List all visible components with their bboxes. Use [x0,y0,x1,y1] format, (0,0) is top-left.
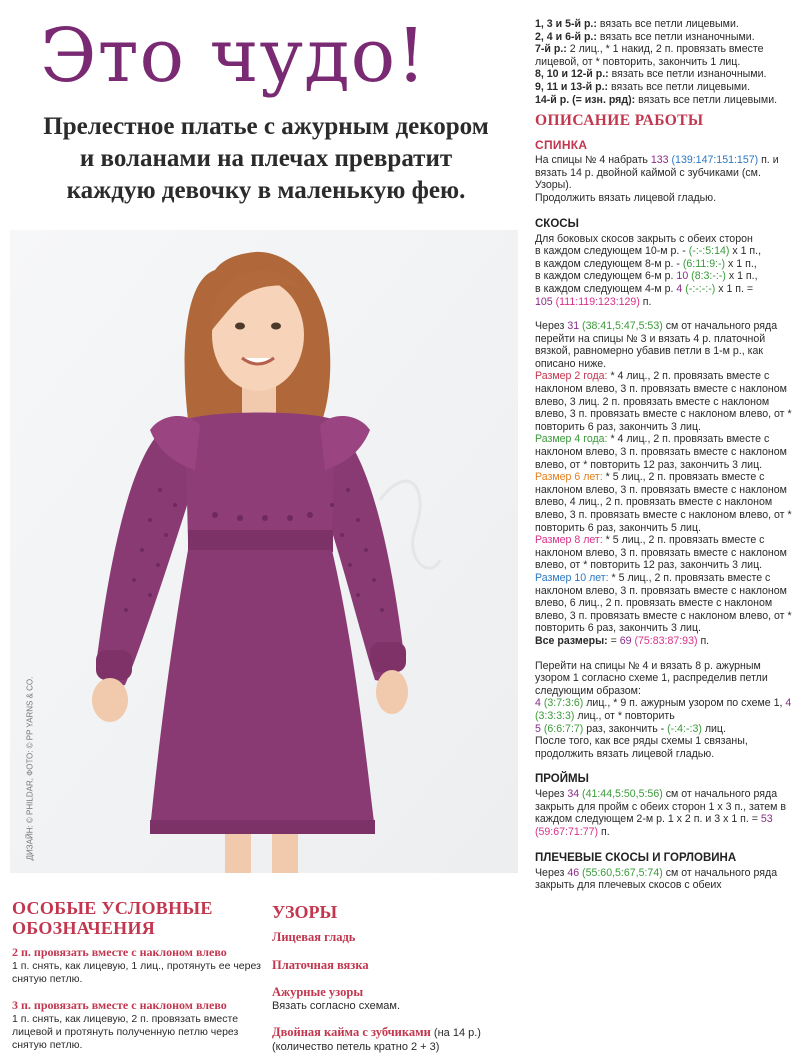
row-instruction: 14-й р. (= изн. ряд): вязать все петли лицевыми. [535,93,778,106]
headline: Это чудо! [40,13,427,99]
photo-girl-in-dress [10,230,518,873]
back-text: Продолжить вязать лицевой гладью. [535,191,717,204]
lead-line: каждую девочку в маленькую фею. [66,177,466,204]
pattern-item: Двойная кайма с зубчиками (на 14 р.) (количество петель кратно 2 + 3) [272,1025,481,1053]
lead-line: Прелестное платье с ажурным декором [43,113,489,140]
row-instruction: 9, 11 и 13-й р.: вязать все петли лицевыми. [535,80,751,93]
dress-illustration [10,230,518,873]
bevel-title: СКОСЫ [535,217,579,230]
bevel-text: Для боковых скосов закрыть с обеих сторон [535,232,753,245]
back-title: СПИНКА [535,138,588,153]
pattern-item: Платочная вязка [272,958,369,972]
instructions-column: 1, 3 и 5-й р.: вязать все петли лицевыми. 2, 4 и 6-й р.: вязать все петли изнаночными. 7-й р.: 2 лиц., * 1 накид, 2 п. провязать вместе лицевой, от * повторить, закончить 1 лиц. 8, 10 и 12-й р.: вязать все петли изнаночными. 9, 11 и 13-й р.: вязать все петли лицевыми. 14-й р. (= изн. ряд): вязать все петли лицевыми. ОПИСАНИЕ РАБОТЫ СПИНКА На спицы № 4 набрать 133 (139:147:151:157) п. и вязать 14 р. двойной каймой с зубчиками (см. Узоры). Продолжить вязать лицевой гладью. СКОСЫ Для боковых скосов закрыть с обеих сторон в каждом следующем 10-м р. - (-:-:5:14) x 1 п., в каждом следующем 8-м р. - (6:11:9:-) x 1 п., в каждом следующем 6-м р. 10 (8:3:-:-) x 1 п., в каждом следующем 4-м р. 4 (-:-:-:-) x 1 п. = 105 (111:119:123:129) п. Через 31 (38:41,5:47,5:53) см от начального ряда перейти на спицы № 3 и вязать 4 р. платочной вязкой, равномерно убавив петли в 1-м р., как описано ниже. Размер 2 года: * 4 лиц., 2 п. провязать вместе с наклоном влево, 3 п. провязать вместе с наклоном влево, 3 лиц. 2 п. провязать вместе с наклоном влево, 3 п. провязать вместе с наклоном влево, от * повторить 6 раз, закончить 3 лиц. Размер 4 года: * 4 лиц., 2 п. провязать вместе с наклоном влево, 3 п. провязать вместе с наклоном влево, от * повторить 12 раз, закончить 3 лиц. Размер 6 лет: * 5 лиц., 2 п. провязать вместе с наклоном влево, 3 п. провязать вместе с наклоном влево, 4 лиц., 2 п. провязать вместе с наклоном влево, 3 п. провязать вместе с наклоном влево, от * повторить 6 раз, закончить 5 лиц. Размер 8 лет: * 5 лиц., 2 п. провязать вместе с наклоном влево, 3 п. провязать вместе с наклоном влево, от * повторить 12 раз, закончить 3 лиц. Размер 10 лет: * 5 лиц., 2 п. провязать вместе с наклоном влево, 3 п. провязать вместе с наклоном влево, 6 лиц., 2 п. провязать вместе с наклоном влево, 3 п. провязать вместе с наклоном влево, от * повторить 6 раз, закончить 3 лиц. Все размеры: = 69 (75:83:87:93) п. Перейти на спицы № 4 и вязать 8 р. ажурным узором 1 согласно схеме 1, распределив петли следующим образом: 4 (3:7:3:6) лиц., * 9 п. ажурным узором по схеме 1, 4 (3:3:3:3) лиц., от * повторить 5 (6:6:7:7) раз, закончить - (-:4:-:3) лиц. После того, как все ряды схемы 1 связаны, продолжить вязать лицевой гладью. ПРОЙМЫ Через 34 (41:44,5:50,5:56) см от начального ряда закрыть для пройм с обеих сторон 1 х 3 п., затем в каждом следующем 2-м р. 1 х 2 п. и 3 х 1 п. = 53 (59:67:71:77) п. ПЛЕЧЕВЫЕ СКОСЫ И ГОРЛОВИНА Через 46 (55:60,5:67,5:74) см от начального ряда закрыть для плечевых скосов с обеих [535,18,797,892]
lead-paragraph [10,111,522,207]
work-title: ОПИСАНИЕ РАБОТЫ [535,112,704,130]
legend-item: 2 п. провязать вместе с наклоном влево 1 п. снять, как лицевую, 1 лиц., протянуть ее через снятую петлю. [12,945,261,985]
patterns-title: УЗОРЫ [272,902,338,922]
back-text: На спицы № 4 набрать 133 (139:147:151:157) п. и вязать 14 р. двойной каймой с зубчиками (см. Узоры). [535,154,779,192]
pattern-item: Ажурные узоры Вязать согласно схемам. [272,985,401,1012]
photo-credit: ДИЗАЙН: © PHILDAR, ФОТО: © PP YARNS & CO. [25,676,35,861]
pattern-item: Лицевая гладь [272,930,356,944]
row-instruction: 7-й р.: 2 лиц., * 1 накид, 2 п. провязать вместе лицевой, от * повторить, закончить 1 лиц. [535,43,764,68]
row-instruction: 1, 3 и 5-й р.: вязать все петли лицевыми. [535,18,739,30]
lead-line: и воланами на плечах превратит [79,145,453,172]
row-instruction: 2, 4 и 6-й р.: вязать все петли изнаночными. [535,30,755,43]
row-instruction: 8, 10 и 12-й р.: вязать все петли изнаночными. [535,68,767,81]
legend-item: 3 п. провязать вместе с наклоном влево 1 п. снять, как лицевую, 2 п. провязать вместе лицевой и протянуть полученную петлю через снятую петлю. [12,998,239,1051]
armhole-title: ПРОЙМЫ [535,773,589,786]
shoulder-title: ПЛЕЧЕВЫЕ СКОСЫ И ГОРЛОВИНА [535,851,737,864]
legend-title: ОСОБЫЕ УСЛОВНЫЕ ОБОЗНАЧЕНИЯ [12,898,213,938]
